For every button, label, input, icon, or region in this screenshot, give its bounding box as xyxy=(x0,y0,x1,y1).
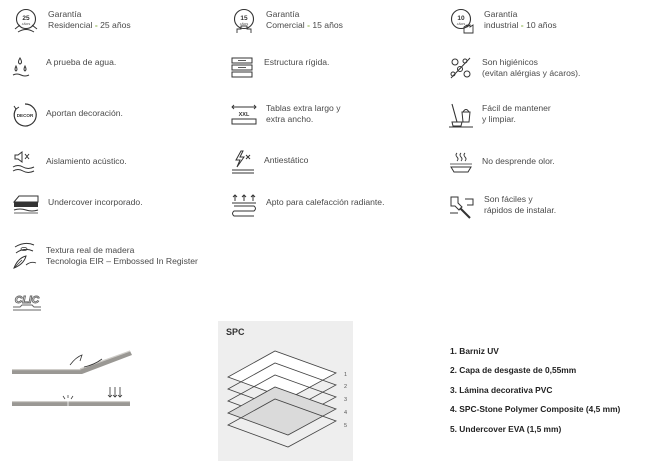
xxl-icon-text: XXL xyxy=(238,112,250,118)
water-drops-icon xyxy=(12,56,38,78)
decor-icon-text: DECOR xyxy=(16,113,34,118)
feature-line2: rápidos de instalar. xyxy=(484,204,557,215)
feature-rigid xyxy=(230,56,329,78)
feature-line2: Comercial - 15 años xyxy=(266,19,343,30)
feature-acoustic xyxy=(12,150,127,174)
warranty-25-years-icon xyxy=(12,8,40,34)
feature-line1: Fácil de mantener xyxy=(482,103,551,113)
spc-layer-stack-diagram xyxy=(218,321,353,461)
warranty-badge-number: 10 xyxy=(457,15,465,22)
feature-heating xyxy=(230,193,384,217)
feature-line2: extra ancho. xyxy=(266,113,314,124)
feature-label: Estructura rígida. xyxy=(264,57,330,67)
cleaning-bucket-icon xyxy=(448,102,474,128)
warranty-10-years-icon xyxy=(448,8,476,34)
feature-label: Undercover incorporado. xyxy=(48,197,143,207)
spc-layers-panel xyxy=(218,321,353,461)
feature-line2: Residencial - 25 años xyxy=(48,19,131,30)
feature-decor xyxy=(12,102,123,128)
feature-install xyxy=(448,193,556,219)
feature-line1: Textura real de madera xyxy=(46,245,135,255)
layer-item: 4. SPC-Stone Polymer Composite (4,5 mm) xyxy=(450,404,621,415)
feature-line1: Son higiénicos xyxy=(482,57,538,67)
feature-line1: Garantía xyxy=(48,9,82,19)
feature-line1: Son fáciles y xyxy=(484,194,533,204)
click-install-diagram xyxy=(10,345,140,415)
spc-layer-list xyxy=(450,346,620,443)
radiant-heating-icon xyxy=(230,193,258,217)
feature-warranty-commercial xyxy=(230,8,343,34)
warranty-badge-number: 15 xyxy=(240,15,248,22)
feature-antistatic xyxy=(230,150,308,174)
warranty-badge-unit: AÑOS xyxy=(21,22,31,26)
feature-xxl xyxy=(230,102,341,128)
clic-logo-text: CLIC xyxy=(14,294,40,306)
feature-warranty-industrial xyxy=(448,8,557,34)
spc-title: SPC xyxy=(226,327,245,337)
acoustic-insulation-icon xyxy=(12,150,38,174)
wood-texture-icon xyxy=(12,241,38,271)
feature-label: Aportan decoración. xyxy=(46,108,123,118)
feature-label: Apto para calefacción radiante. xyxy=(266,197,385,207)
feature-undercover xyxy=(12,193,143,215)
feature-line1: Garantía xyxy=(484,9,518,19)
feature-line2: Tecnologia EIR – Embossed In Register xyxy=(46,255,198,266)
clic-logo-icon xyxy=(12,292,42,312)
feature-hygienic xyxy=(448,56,580,80)
feature-label: Antiestático xyxy=(264,155,309,165)
feature-wood-texture xyxy=(12,241,198,271)
warranty-15-years-icon xyxy=(230,8,258,34)
feature-label: A prueba de agua. xyxy=(46,57,117,67)
feature-line2: industrial - 10 años xyxy=(484,19,557,30)
no-odor-icon xyxy=(448,150,474,174)
easy-install-icon xyxy=(448,193,476,219)
layer-number: 1 xyxy=(344,372,348,378)
layer-number: 2 xyxy=(344,384,348,390)
feature-line1: Garantía xyxy=(266,9,300,19)
layer-number: 3 xyxy=(344,397,348,403)
xxl-planks-icon xyxy=(230,102,258,128)
feature-easy-clean xyxy=(448,102,551,128)
feature-line2: (evitan alérgias y ácaros). xyxy=(482,67,581,78)
feature-line2: y limpiar. xyxy=(482,113,516,124)
undercover-layer-icon xyxy=(12,193,40,215)
rigid-structure-icon xyxy=(230,56,256,78)
feature-line1: Tablas extra largo y xyxy=(266,103,341,113)
warranty-badge-number: 25 xyxy=(22,15,30,22)
layer-item: 2. Capa de desgaste de 0,55mm xyxy=(450,365,577,376)
feature-waterproof xyxy=(12,56,116,78)
layer-item: 1. Barniz UV xyxy=(450,346,499,356)
feature-no-odor xyxy=(448,150,555,174)
warranty-badge-unit: AÑOS xyxy=(239,22,249,26)
layer-item: 3. Lámina decorativa PVC xyxy=(450,384,553,395)
feature-warranty-residential xyxy=(12,8,131,34)
feature-label: Aislamiento acústico. xyxy=(46,156,127,166)
hygienic-icon xyxy=(448,56,474,80)
layer-item: 5. Undercover EVA (1,5 mm) xyxy=(450,423,562,434)
warranty-badge-unit: AÑOS xyxy=(456,22,466,26)
antistatic-icon xyxy=(230,150,256,174)
layer-number: 4 xyxy=(344,410,348,416)
layer-number: 5 xyxy=(344,423,348,429)
decor-icon xyxy=(12,102,38,128)
feature-label: No desprende olor. xyxy=(482,156,555,166)
